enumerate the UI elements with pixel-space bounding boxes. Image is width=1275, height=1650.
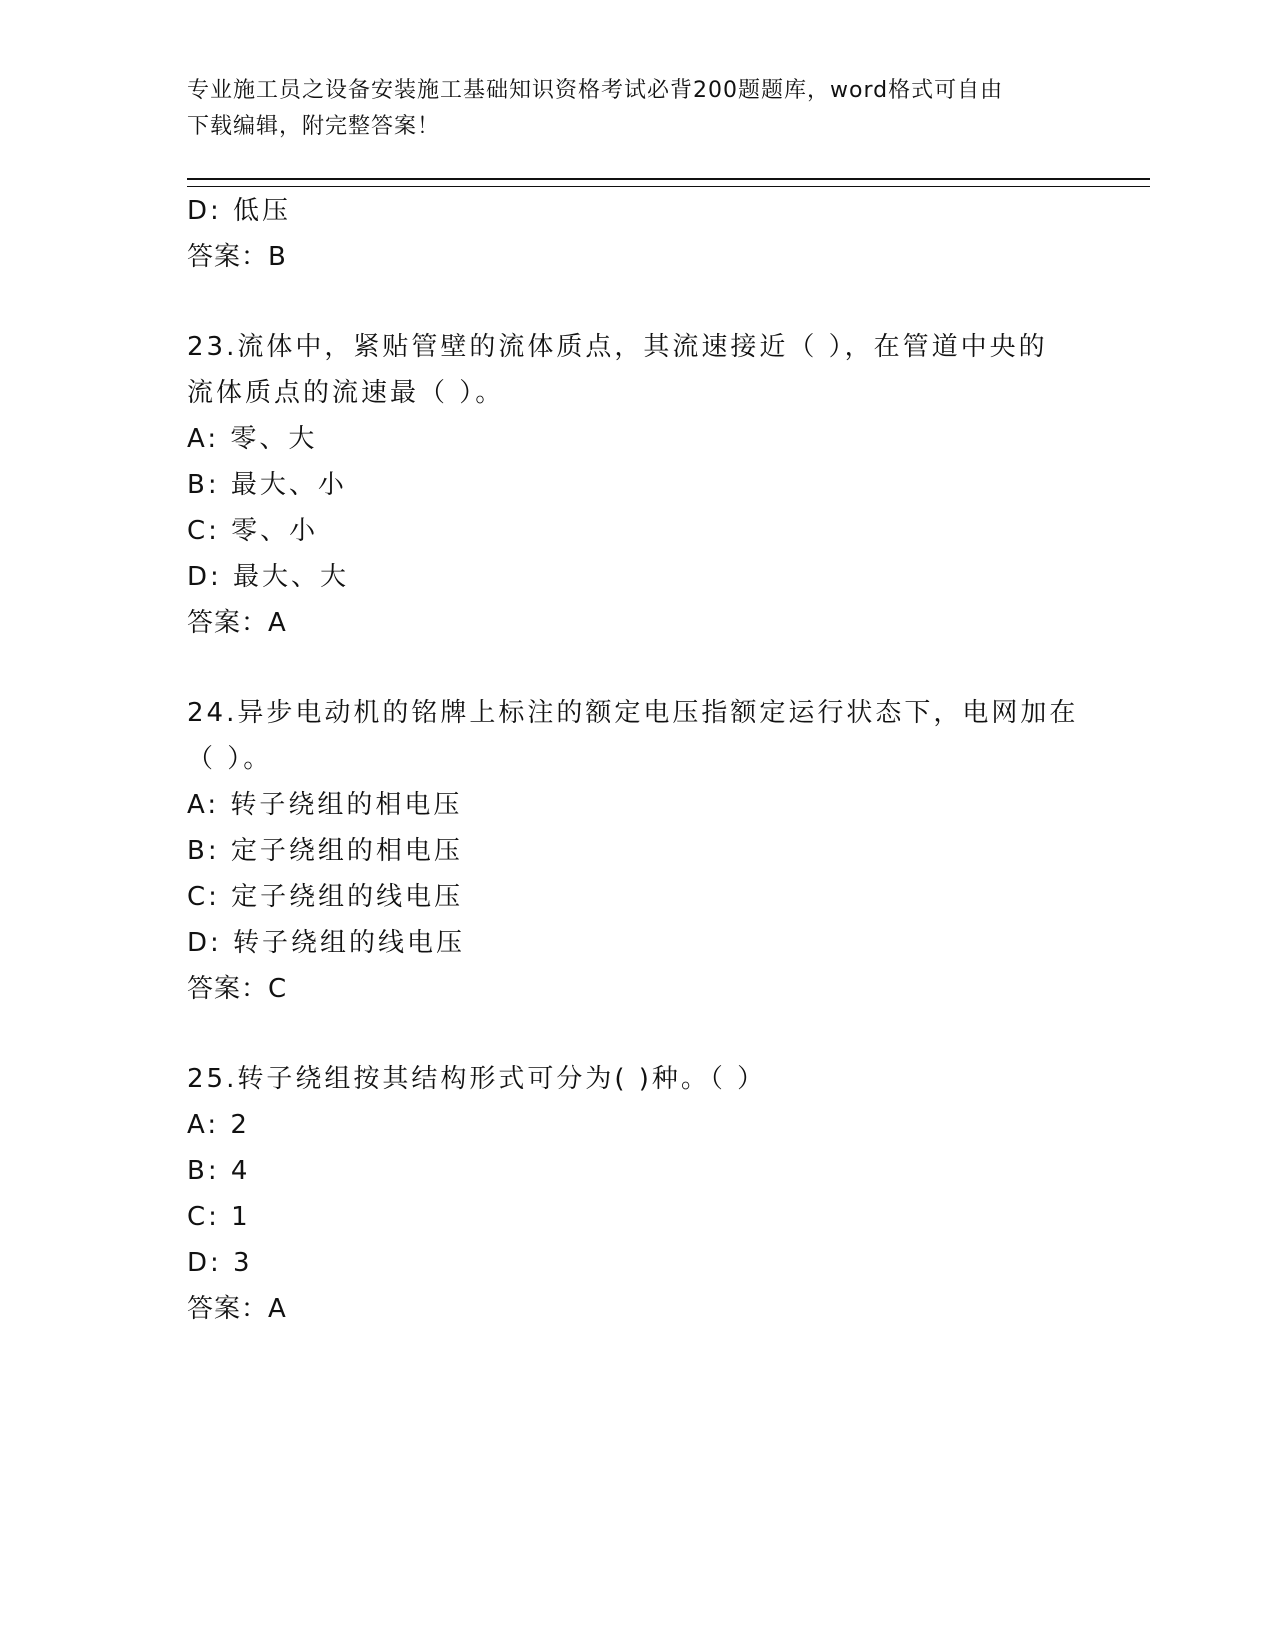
- option-c: C: 零、小: [187, 516, 319, 546]
- header-divider: [187, 178, 1150, 187]
- question-stem: 流体质点的流速最（ ）。: [187, 378, 505, 408]
- option-d: D: 转子绕组的线电压: [187, 928, 466, 958]
- spacer: [187, 1012, 1087, 1056]
- option-b: B: 4: [187, 1156, 251, 1186]
- header-line-1: 专业施工员之设备安装施工基础知识资格考试必背200题题库，word格式可自由: [187, 78, 1004, 103]
- question-stem: 24.异步电动机的铭牌上标注的额定电压指额定运行状态下，电网加在: [187, 698, 1079, 728]
- prev-answer: 答案：B: [187, 242, 287, 272]
- spacer: [187, 280, 1087, 324]
- option-d: D: 3: [187, 1248, 253, 1278]
- question-stem: （ ）。: [187, 744, 273, 774]
- option-a: A: 转子绕组的相电压: [187, 790, 463, 820]
- question-23: [187, 324, 1087, 646]
- prev-option-d: D: 低压: [187, 196, 292, 226]
- question-stem: 25.转子绕组按其结构形式可分为( )种。（ ）: [187, 1064, 767, 1094]
- answer: 答案：A: [187, 608, 287, 638]
- option-c: C: 定子绕组的线电压: [187, 882, 464, 912]
- option-a: A: 2: [187, 1110, 250, 1140]
- option-c: C: 1: [187, 1202, 251, 1232]
- option-a: A: 零、大: [187, 424, 318, 454]
- question-stem: 23.流体中，紧贴管壁的流体质点，其流速接近（ ），在管道中央的: [187, 332, 1048, 362]
- answer: 答案：C: [187, 974, 288, 1004]
- document-header: [187, 73, 1087, 145]
- answer: 答案：A: [187, 1294, 287, 1324]
- question-list: [187, 188, 1087, 1332]
- option-b: B: 定子绕组的相电压: [187, 836, 463, 866]
- option-d: D: 最大、大: [187, 562, 350, 592]
- header-line-2: 下载编辑，附完整答案！: [187, 114, 441, 139]
- spacer: [187, 646, 1087, 690]
- option-b: B: 最大、小: [187, 470, 347, 500]
- question-24: [187, 690, 1087, 1012]
- question-25: [187, 1056, 1087, 1332]
